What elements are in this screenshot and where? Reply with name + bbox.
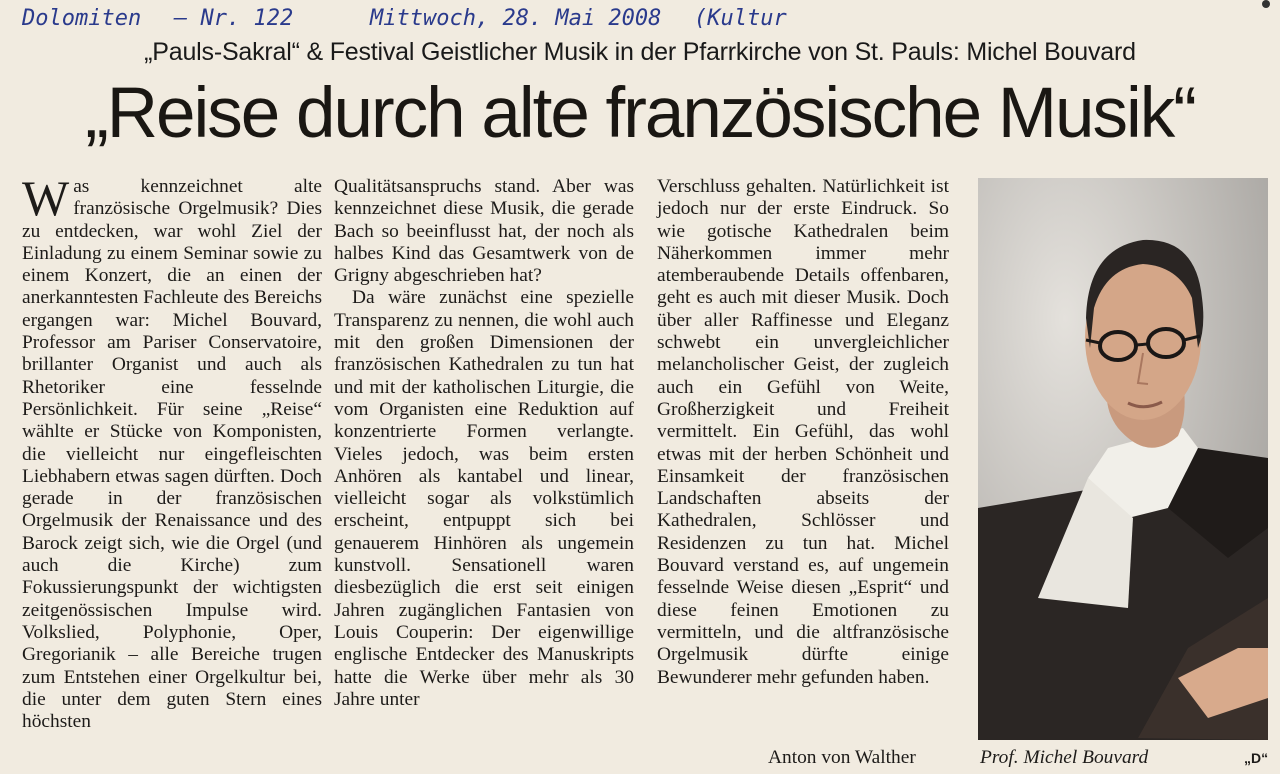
article-paragraph: Da wäre zunächst eine spezielle Transparenz zu nennen, die wohl auch mit den großen Dimensionen der französischen Kathedralen zu tun hat und mit der katholischen Liturgie, die vom Organisten eine Reduktion auf konzentrierte Formen verlangte. Vieles jedoch, was beim ersten Anhören als kantabel und linear, vielleicht sogar als volkstümlich erscheint, entpuppt sich bei genauerem Hinhören als ungemein kunstvoll. Sensationell waren diesbezüglich die erst seit einigen Jahren zugänglichen Fantasien von Louis Couperin: Der eigenwillige englische Entdecker des Manuskripts hatte die Werke über mehr als 30 Jahre unter xyxy=(334,287,634,710)
article-headline: „Reise durch alte französische Musik“ xyxy=(85,74,1195,153)
article-column-2 xyxy=(334,176,634,711)
handnote-section: (Kultur xyxy=(694,6,787,31)
portrait-illustration xyxy=(978,178,1268,740)
drop-cap: W xyxy=(22,170,70,226)
photo-credit: „D“ xyxy=(1244,750,1269,766)
author-byline: Anton von Walther xyxy=(768,747,916,768)
article-kicker: „Pauls-Sakral“ & Festival Geistlicher Musik in der Pfarrkirche von St. Pauls: Michel Bouvard xyxy=(144,38,1136,66)
handwritten-source-note xyxy=(22,2,980,36)
handnote-issue: – Nr. 122 xyxy=(174,6,294,31)
portrait-photo xyxy=(978,178,1268,740)
handnote-source: Dolomiten xyxy=(22,6,142,31)
corner-dot xyxy=(1262,0,1270,8)
photo-caption: Prof. Michel Bouvard xyxy=(980,747,1149,768)
article-paragraph xyxy=(22,170,322,733)
article-column-1 xyxy=(22,170,322,733)
article-paragraph: Qualitätsanspruchs stand. Aber was kennzeichnet diese Musik, die gerade Bach so beeinflusst hat, der noch als halbes Kind das Gesamtwerk von de Grigny abgeschrieben hat? xyxy=(334,176,634,287)
paragraph-text: as kennzeichnet alte französische Orgelmusik? Dies zu entdecken, war wohl Ziel der Einladung zu einem Seminar sowie zu einem Konzert, die an einen der anerkanntesten Fachleute des Bereichs ergangen war: Michel Bouvard, Professor am Pariser Conservatoire, brillanter Organist und auch als Rhetoriker eine fesselnde Persönlichkeit. Für seine „Reise“ wählte er Stücke von Komponisten, die vielleicht nur eingefleischten Liebhabern etwas sagen dürften. Doch gerade in der französischen Orgelmusik der Renaissance und des Barock zeigt sich, wie die Orgel (und auch die Kirche) zum Fokussierungspunkt der wichtigsten zeitgenössischen Impulse wird. Volkslied, Polyphonie, Oper, Gregorianik – alle Bereiche trugen zum Entstehen einer Orgelkultur bei, die unter dem guten Stern eines höchsten xyxy=(22,176,322,733)
article-paragraph: Verschluss gehalten. Natürlichkeit ist jedoch nur der erste Eindruck. So wie gotische Kathedralen beim Näherkommen immer mehr atemberaubende Details offenbaren, geht es auch mit dieser Musik. Doch über aller Raffinesse und Eleganz schwebt ein unvergleichlicher melancholischer Geist, der zugleich auch ein Gefühl von Weite, Großherzigkeit und Freiheit vermittelt. Ein Gefühl, das wohl etwas mit der herben Schönheit und Einsamkeit der französischen Landschaften abseits der Kathedralen, Schlösser und Residenzen zu tun hat. Michel Bouvard verstand es, auf ungemein fesselnde Weise diesen „Esprit“ und diese feinen Emotionen zu vermitteln, und die altfranzösische Orgelmusik dürfte einige Bewunderer mehr gefunden haben. xyxy=(657,176,949,688)
article-column-3 xyxy=(657,176,949,689)
handnote-date: Mittwoch, 28. Mai 2008 xyxy=(370,6,662,31)
